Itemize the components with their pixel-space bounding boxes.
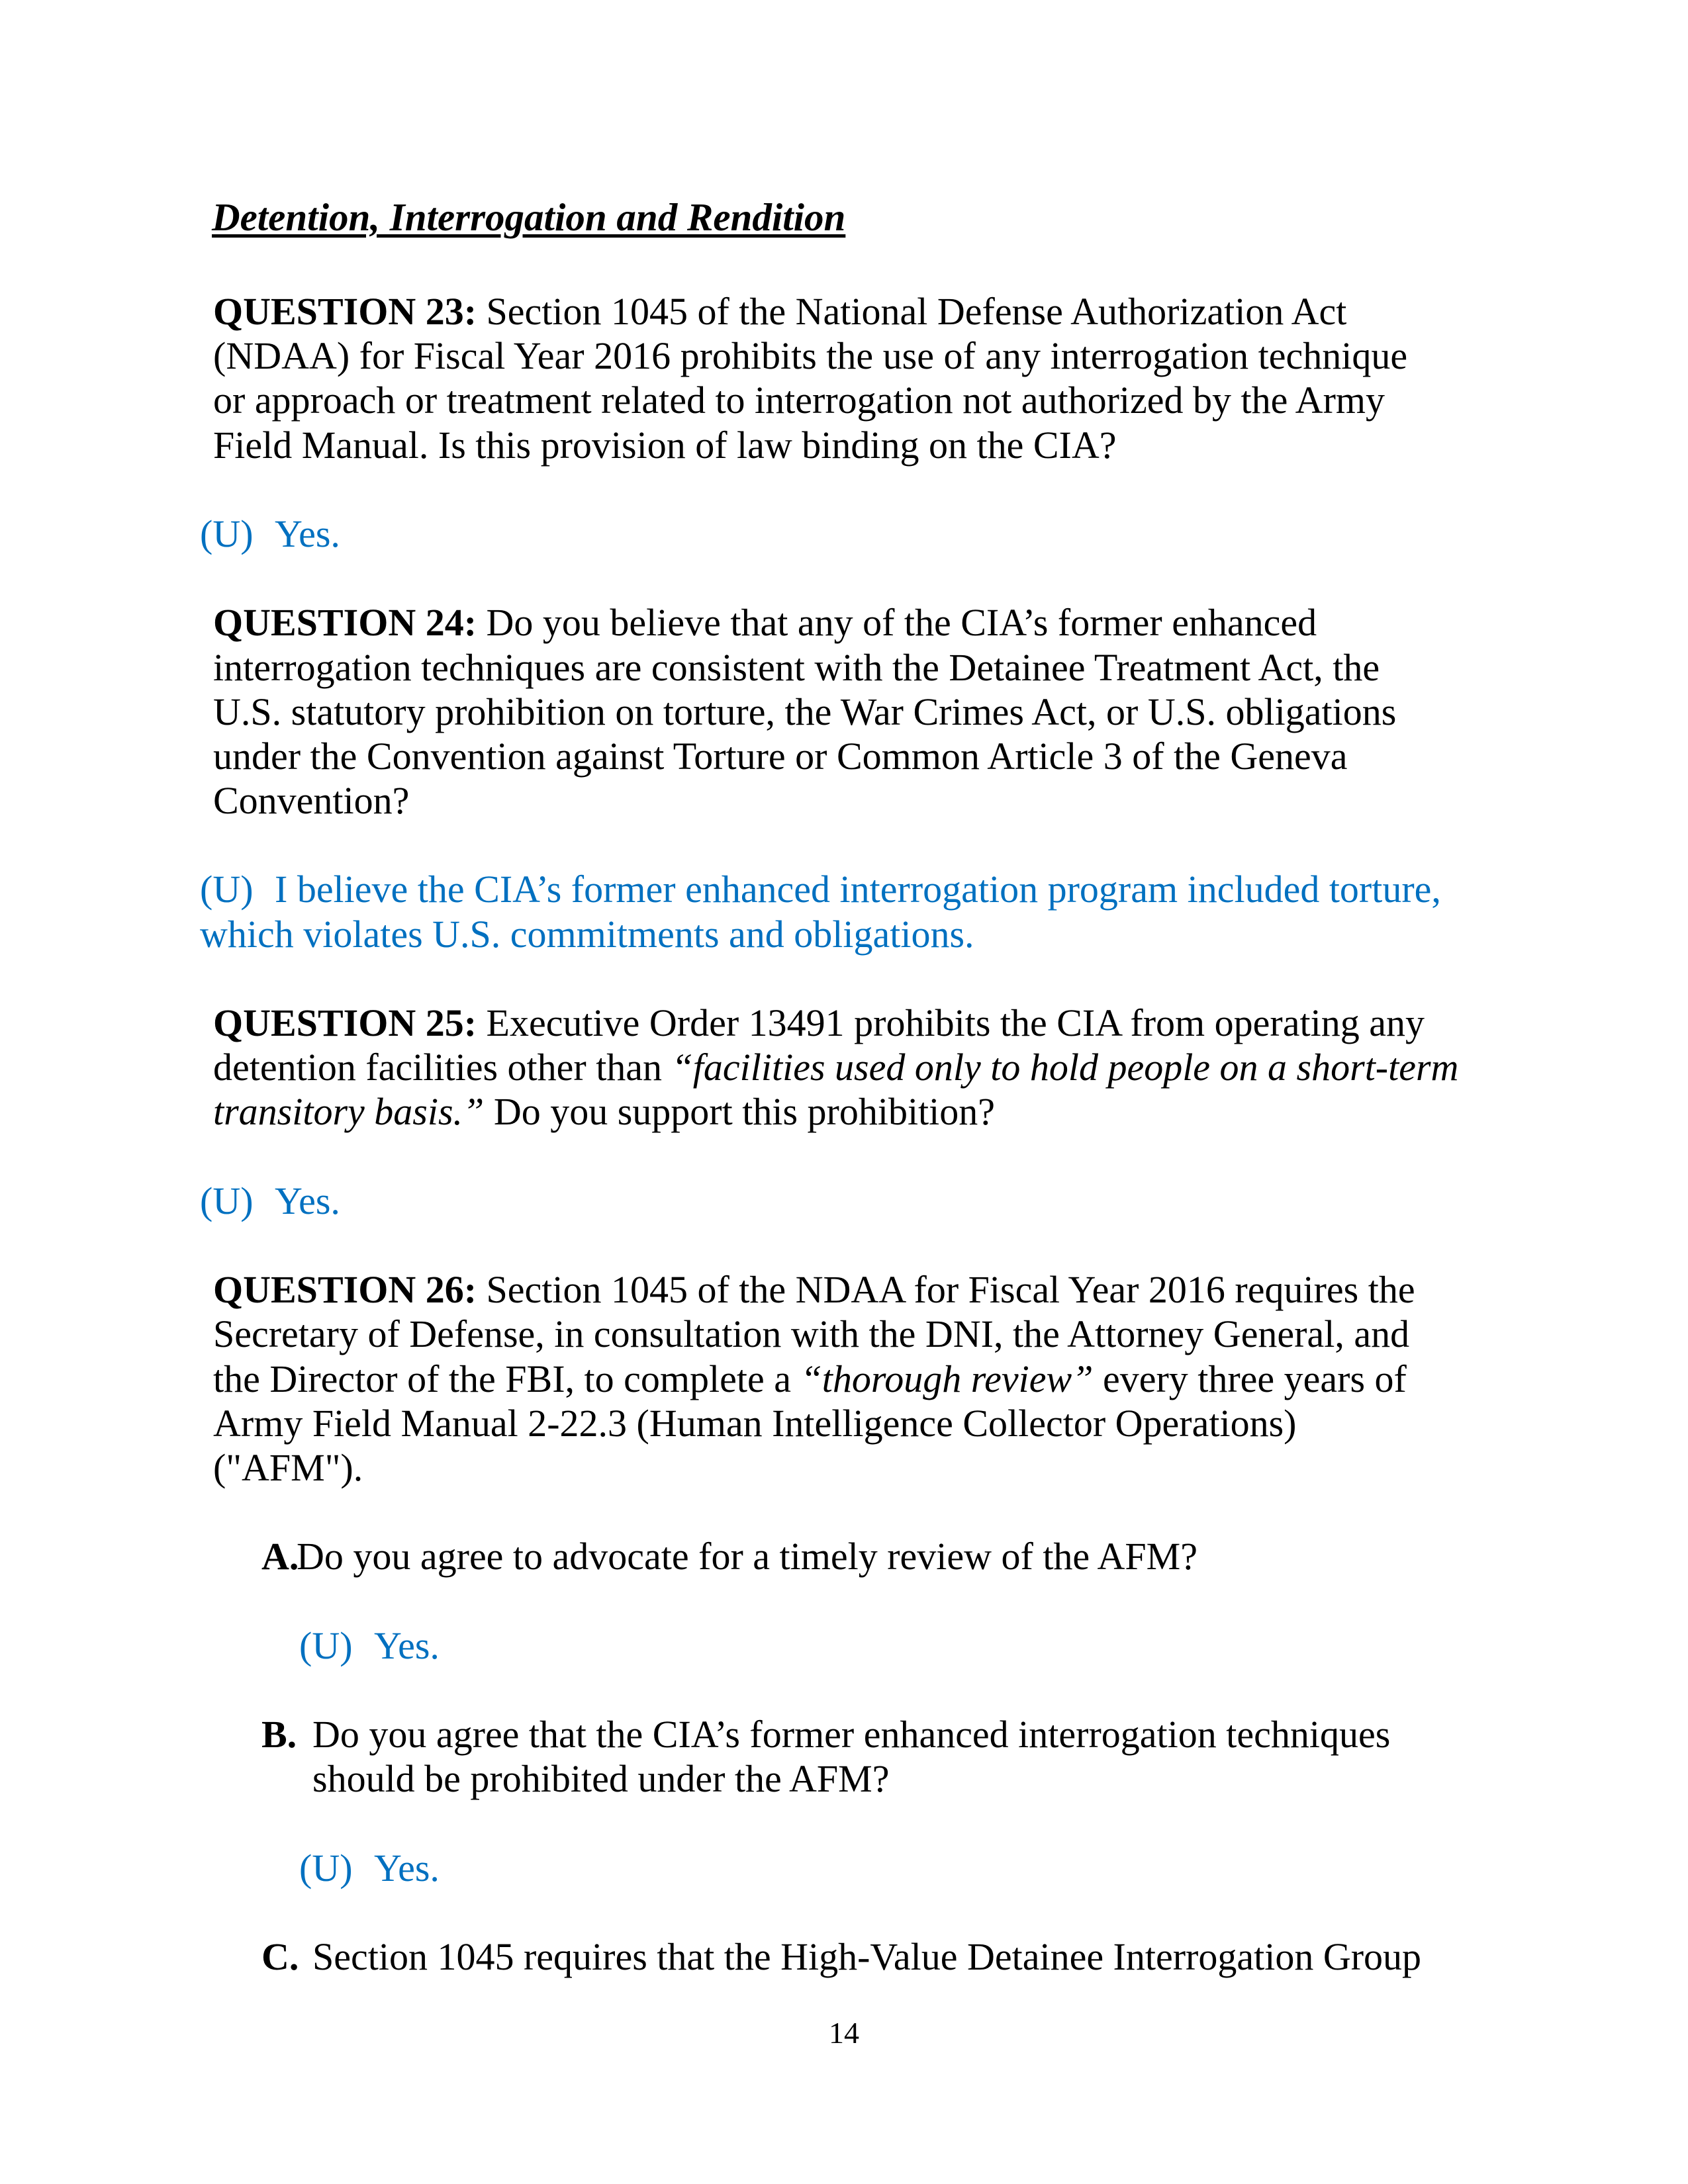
question-24 (0, 600, 1688, 823)
sub-question-text: Do you agree that the CIA’s former enhanced interrogation techniques (312, 1713, 1391, 1756)
question-line: interrogation techniques are consistent with the Detainee Treatment Act, the (213, 645, 1380, 689)
quoted-text: “thorough review” (800, 1357, 1094, 1400)
question-23 (0, 289, 1688, 467)
sub-question-line (261, 1934, 1688, 1979)
question-text: Do you believe that any of the CIA’s former enhanced (477, 601, 1317, 645)
question-line: Convention? (213, 779, 410, 823)
question-line: U.S. statutory prohibition on torture, the War Crimes Act, or U.S. obligations (213, 690, 1397, 733)
classification-tag: (U) (200, 1179, 254, 1222)
question-label: QUESTION 26: (213, 1268, 477, 1312)
question-line: under the Convention against Torture or Common Article 3 of the Geneva (213, 734, 1348, 778)
quoted-text: transitory basis.” (213, 1090, 485, 1134)
question-line (213, 1267, 1688, 1312)
question-line (213, 600, 1688, 645)
question-line: Field Manual. Is this provision of law binding on the CIA? (213, 423, 1117, 467)
answer-line (200, 867, 1688, 911)
answer-line (299, 1846, 1688, 1890)
answer-text: Yes. (275, 1179, 340, 1222)
question-text: detention facilities other than (213, 1046, 672, 1089)
sub-question-letter: B. (261, 1713, 297, 1756)
question-label: QUESTION 24: (213, 601, 477, 645)
question-line: (NDAA) for Fiscal Year 2016 prohibits the use of any interrogation technique (213, 334, 1408, 378)
question-line (213, 1045, 1688, 1089)
classification-tag: (U) (200, 868, 254, 911)
question-text: Do you support this prohibition? (484, 1090, 996, 1134)
question-label: QUESTION 23: (213, 290, 477, 333)
classification-tag: (U) (299, 1623, 353, 1667)
sub-question-line (261, 1534, 1688, 1578)
answer-24 (0, 867, 1688, 956)
document-body (0, 289, 1688, 2023)
page-number: 14 (829, 2016, 859, 2050)
sub-question-line: should be prohibited under the AFM? (312, 1757, 890, 1801)
section-title: Detention, Interrogation and Rendition (212, 195, 846, 239)
sub-question-text: Section 1045 requires that the High-Value Detainee Interrogation Group (312, 1934, 1422, 1978)
sub-answer-b (0, 1846, 1688, 1890)
answer-23 (0, 512, 1688, 556)
question-label: QUESTION 25: (213, 1001, 477, 1044)
sub-question-line (261, 1712, 1688, 1756)
sub-answer-a (0, 1623, 1688, 1668)
classification-tag: (U) (200, 512, 254, 555)
sub-question-text: Do you agree to advocate for a timely review of the AFM? (297, 1535, 1197, 1578)
sub-question-c (0, 1934, 1688, 1979)
question-25 (0, 1001, 1688, 1134)
question-line: or approach or treatment related to interrogation not authorized by the Army (213, 379, 1385, 422)
question-text: Section 1045 of the National Defense Authorization Act (477, 290, 1347, 333)
answer-line: which violates U.S. commitments and obligations. (200, 912, 974, 956)
sub-question-b (0, 1712, 1688, 1801)
sub-question-a (0, 1534, 1688, 1578)
answer-text: I believe the CIA’s former enhanced interrogation program included torture, (275, 868, 1441, 911)
question-line (213, 1357, 1688, 1401)
sub-question-letter: A. (261, 1535, 299, 1578)
quoted-text: “facilities used only to hold people on a short-term (671, 1046, 1459, 1089)
question-line (213, 1089, 1688, 1134)
question-26 (0, 1267, 1688, 1490)
answer-line (200, 512, 1688, 556)
answer-line (299, 1623, 1688, 1668)
question-line (213, 289, 1688, 334)
answer-25 (0, 1179, 1688, 1223)
answer-text: Yes. (275, 512, 340, 555)
answer-line (200, 1179, 1688, 1223)
question-line: Secretary of Defense, in consultation with the DNI, the Attorney General, and (213, 1312, 1410, 1356)
question-text: Section 1045 of the NDAA for Fiscal Year 2016 requires the (477, 1268, 1415, 1312)
question-text: Executive Order 13491 prohibits the CIA from operating any (477, 1001, 1425, 1044)
question-text: every three years of (1093, 1357, 1407, 1400)
answer-text: Yes. (374, 1623, 440, 1667)
classification-tag: (U) (299, 1846, 353, 1889)
question-line: Army Field Manual 2-22.3 (Human Intelligence Collector Operations) (213, 1401, 1297, 1445)
question-line (213, 1001, 1688, 1045)
question-line: ("AFM"). (213, 1445, 363, 1489)
answer-text: Yes. (374, 1846, 440, 1889)
sub-question-letter: C. (261, 1934, 299, 1978)
question-text: the Director of the FBI, to complete a (213, 1357, 801, 1400)
